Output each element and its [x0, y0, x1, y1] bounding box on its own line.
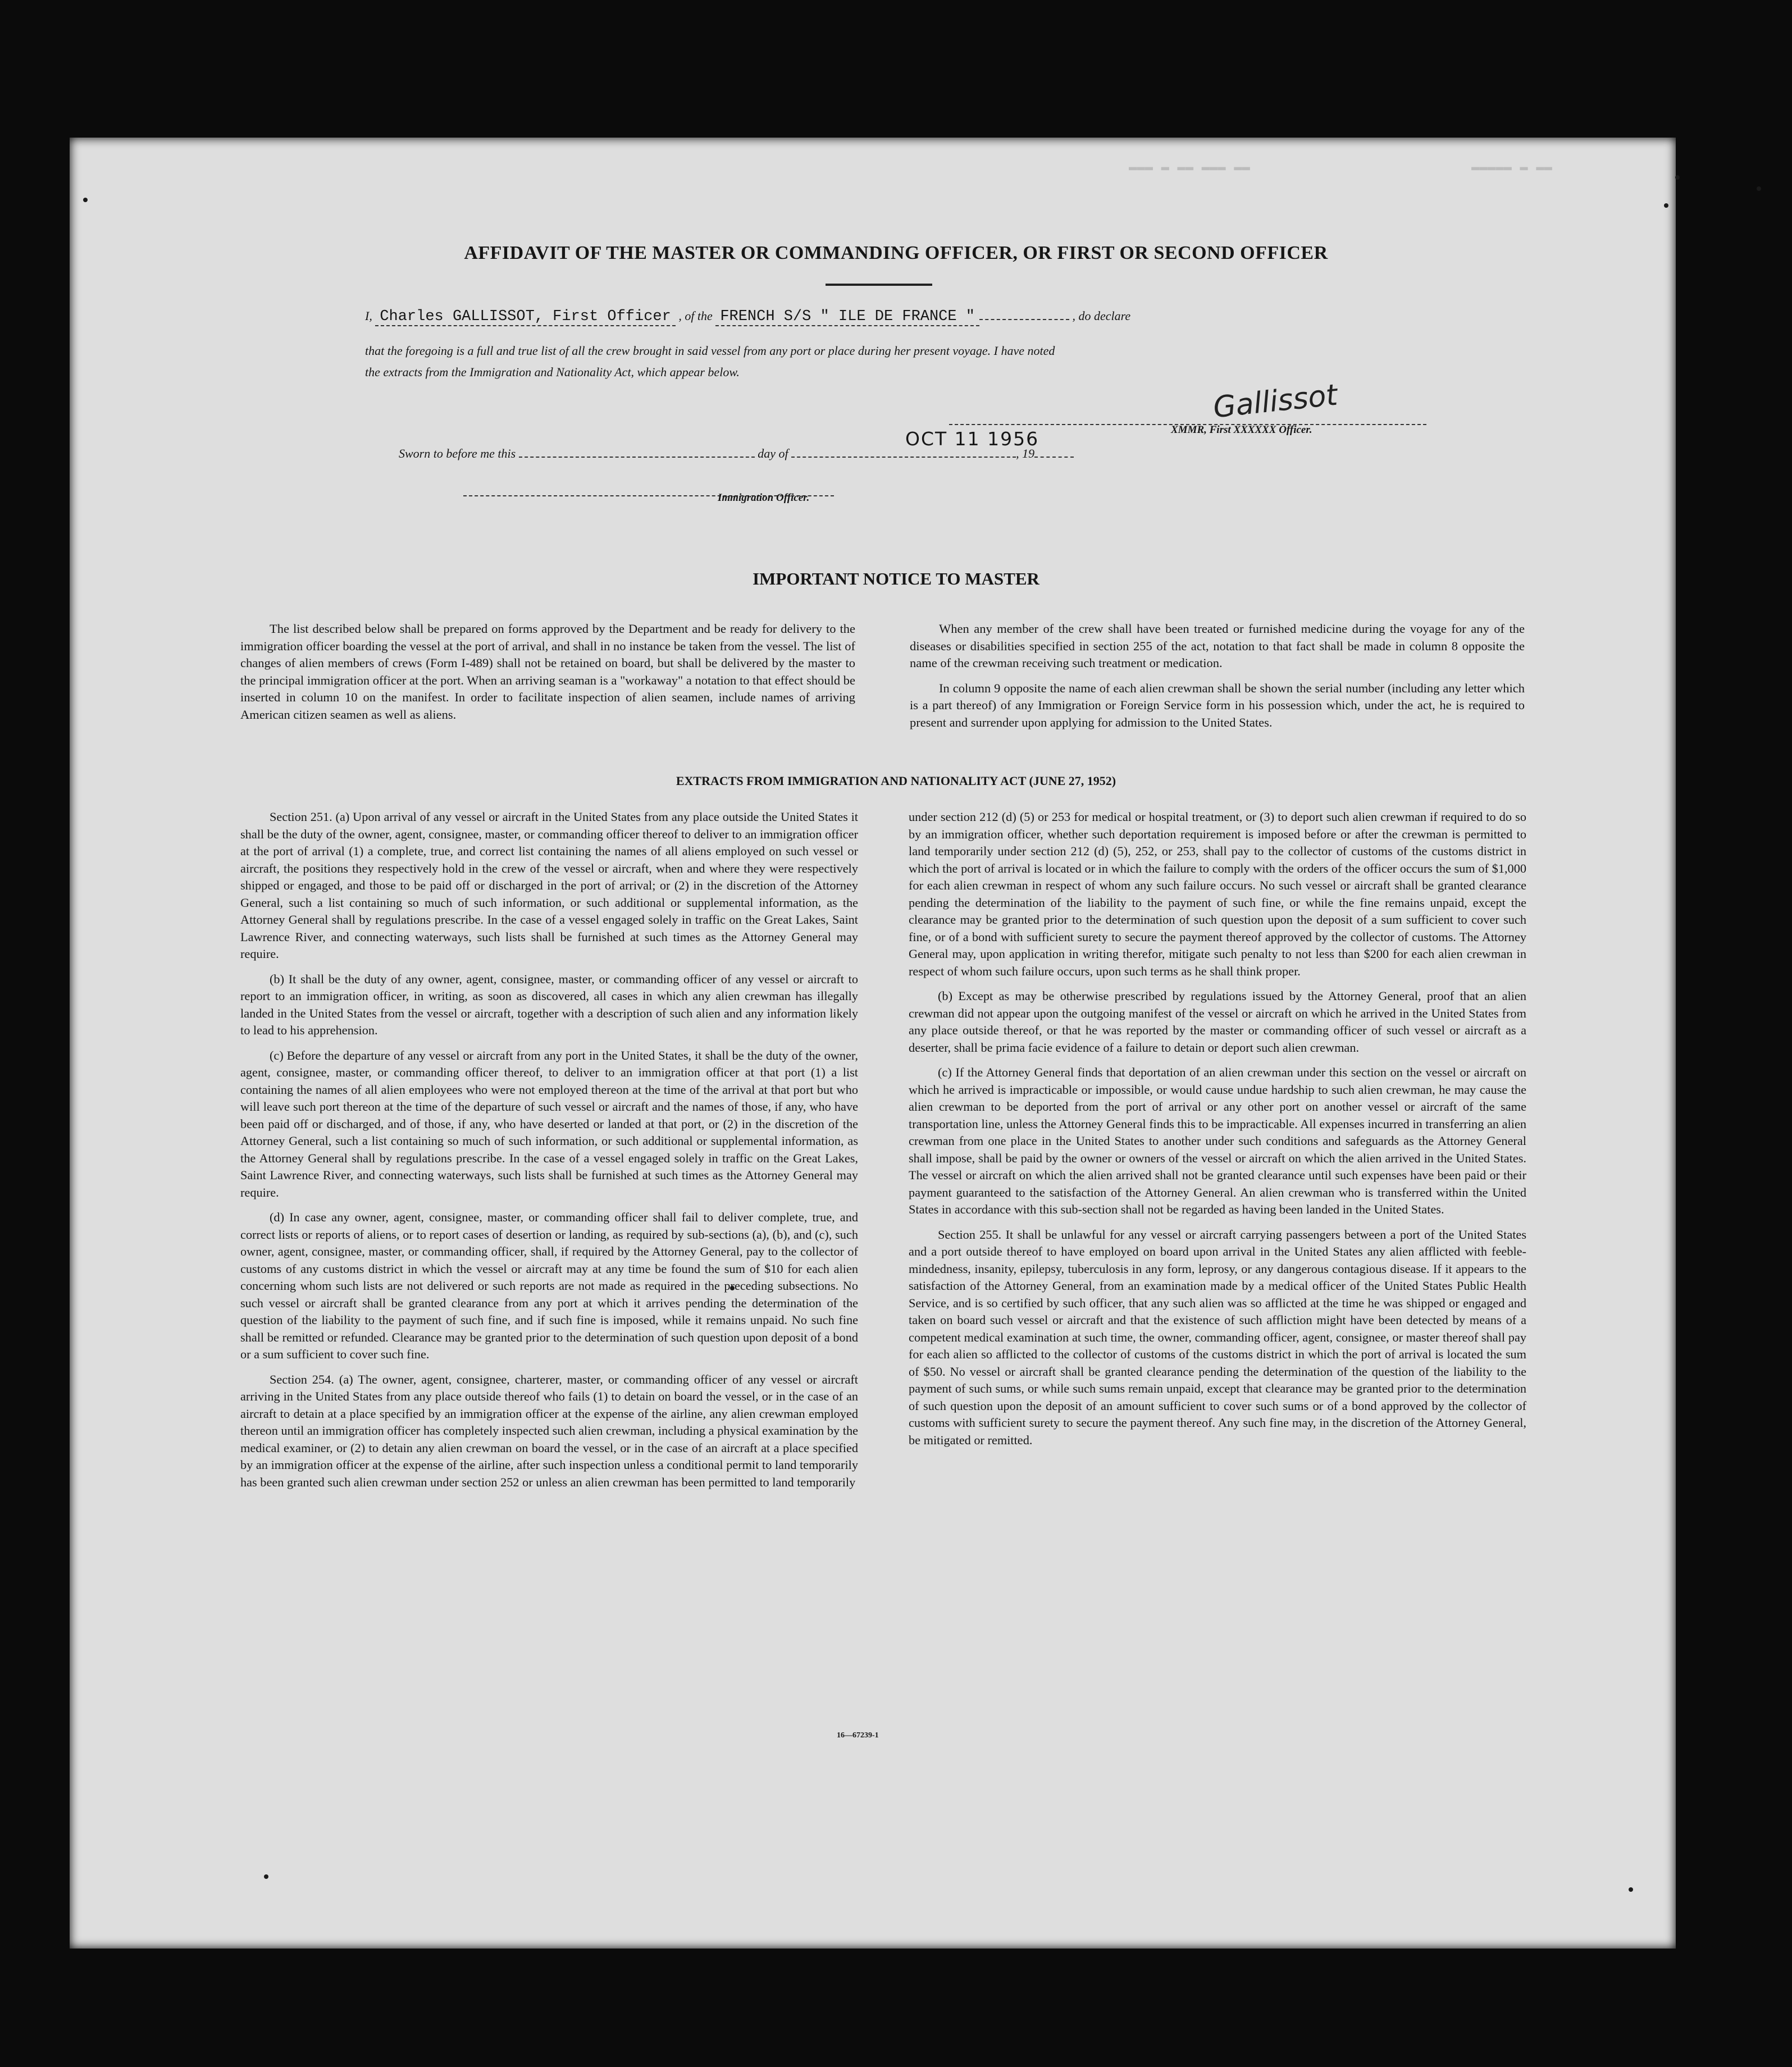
section-paragraph: Section 255. It shall be unlawful for any vessel or aircraft carrying passengers between a port of the United States and a port outside thereof to have employed on board upon arrival in the United States any alien afflicted with feeble-mindedness, insanity, epilepsy, tuberculosis in any form, leprosy, or any dangerous contagious disease. If it appears to the satisfaction of the Attorney General, from an examination made by a medical officer of the United States Public Health Service, and is so certified by such officer, that any such alien was so afflicted at the time he was shipped or engaged and taken on board such vessel or aircraft and that the existence of such affliction might have been detected by means of a competent medical examination at such time, the owner, commanding officer, agent, consignee, or master thereof shall pay for each alien so afflicted to the collector of customs of the customs district in which the port of arrival is located the sum of $50. No vessel or aircraft shall be granted clearance pending the determination of the question of the liability to the payment of such sums, or while such sums remain unpaid, except that clearance may be granted prior to the determination of such question upon the deposit of an amount sufficient to cover such sums or of a bond approved by the collector of customs with sufficient surety to secure the payment thereof. Any such fine may, in the discretion of the Attorney General, be mitigated or remitted.: [909, 1227, 1526, 1447]
section-paragraph: Section 251. (a) Upon arrival of any vessel or aircraft in the United States from any place outside the United States it shall be the duty of the owner, agent, consignee, master, or commanding officer thereof to deliver to an immigration officer at the port of arrival (1) a complete, true, and correct list containing the names of all aliens employed on such vessel or aircraft, the positions they respectively hold in the crew of the vessel or aircraft, when and where they were respectively shipped or engaged, and those to be paid off or discharged in the port of arrival; or (2) in the discretion of the Attorney General, such a list containing so much of such information, or such additional or supplemental information, as the Attorney General shall by regulations prescribe. In the case of a vessel engaged solely in traffic on the Great Lakes, Saint Lawrence River, and connecting waterways, such lists shall be furnished at such times as the Attorney General may require.: [240, 810, 858, 961]
section-paragraph: under section 212 (d) (5) or 253 for medical or hospital treatment, or (3) to deport such alien crewman if required to do so by an immigration officer, whether such deportation requirement is imposed before or after the crewman is permitted to land temporarily under section 212 (d) (5), 252, or 253, shall pay to the collector of customs of the customs district in which the port of arrival is located or in which the failure to comply with the orders of the officer occurs the sum of $1,000 for each alien crewman in respect of whom any such failure occurs. No such vessel or aircraft shall be granted clearance pending the determination of the liability to the payment of such fine, or while the fine remains unpaid, except the clearance may be granted prior to the determination of such question upon the deposit of a sum sufficient to cover such fine, or of a bond with sufficient surety to secure the payment thereof approved by the collector of customs. The Attorney General may, upon application in writing therefor, mitigate such penalty to not less than $200 for each alien crewman in respect of whom such failure occurs, upon such terms as he shall think proper.: [909, 810, 1526, 978]
notice-paragraph: When any member of the crew shall have been treated or furnished medicine during the voyage for any of the diseases or disabilities specified in section 255 of the act, notation to that fact shall be made in column 8 opposite the name of the crewman receiving such treatment or medication.: [910, 622, 1525, 670]
notice-paragraph: In column 9 opposite the name of each alien crewman shall be shown the serial number (including any letter which is a part thereof) of any Immigration or Foreign Service form in his possession which, under the act, he is required to present and surrender upon applying for admission to the United States.: [910, 681, 1525, 729]
declaration-line-2: that the foregoing is a full and true list of all the crew brought in said vessel from any port or place during her present voyage. I have noted: [365, 344, 1055, 358]
page-title: AFFIDAVIT OF THE MASTER OR COMMANDING OFFICER, OR FIRST OR SECOND OFFICER: [464, 243, 1328, 263]
bleed-through: ▬▬▬▬▬ ▬ ▬▬: [1471, 160, 1553, 175]
scan-speck: [1675, 175, 1680, 180]
day-of-label: day of: [758, 446, 788, 460]
declaration-line-1: [365, 303, 1393, 330]
extracts-right-column: [909, 809, 1526, 1457]
sworn-text: Sworn to before me this: [399, 446, 516, 460]
vessel-name-field: FRENCH S/S " ILE DE FRANCE ": [715, 308, 979, 326]
fill-line: [519, 445, 755, 458]
section-paragraph: (b) Except as may be otherwise prescribed by regulations issued by the Attorney General, proof that an alien crewman did not appear upon the outgoing manifest of the vessel or aircraft on which he arrived in the United States from any place outside thereof, or that he was reported by the master or commanding officer of such vessel or aircraft as a deserter, shall be prima facie evidence of a failure to detain or deport such alien crewman.: [909, 989, 1526, 1055]
scan-speck: [83, 198, 88, 202]
sworn-line: [399, 441, 1185, 467]
declaration-do-declare: , do declare: [1072, 309, 1131, 323]
fill-line: [979, 308, 1069, 320]
notice-left-column: [240, 620, 855, 732]
section-paragraph: (c) Before the departure of any vessel or aircraft from any port in the United States, it shall be the duty of the owner, agent, consignee, master, or commanding officer thereof, to deliver to an immigration officer at that port (1) a list containing the names of all alien employees who were not employed thereon at the time of the arrival at that port but who will leave such port thereon at the time of the departure of such vessel or aircraft and the names of those, if any, who have been paid off or discharged, and of those, if any, who have deserted or landed at that port, or (2) in the discretion of the Attorney General, such a list containing so much of such information, or such additional or supplemental information, as the Attorney General shall by regulations prescribe. In the case of a vessel engaged solely in traffic on the Great Lakes, Saint Lawrence River, and connecting waterways, such lists shall be furnished at such times as the Attorney General may require.: [240, 1048, 858, 1199]
officer-signature: Gallissot: [1211, 378, 1339, 425]
form-number: 16—67239-1: [837, 1731, 879, 1740]
declaration-of-the: , of the: [678, 309, 713, 323]
section-paragraph: (b) It shall be the duty of any owner, agent, consignee, master, or commanding officer of any vessel or aircraft to report to an immigration officer, in writing, as soon as discovered, all cases in which any alien crewman has illegally landed in the United States from the vessel or aircraft, together with a description of such alien and any information likely to lead to his apprehension.: [240, 971, 858, 1037]
extracts-left-column: [240, 809, 858, 1499]
signature-line: [949, 413, 1426, 425]
declaration-i: I,: [365, 309, 372, 323]
scan-speck: [1664, 203, 1668, 208]
section-paragraph: Section 254. (a) The owner, agent, consignee, charterer, master, or commanding officer of any vessel or aircraft arriving in the United States from any place outside thereof who fails (1) to detain on board the vessel, or in the case of an aircraft to detain at a place specified by an immigration officer at the expense of the airline, any alien crewman employed thereon until an immigration officer has completely inspected such alien crewman, including a physical examination by the medical examiner, or (2) to detain any alien crewman on board the vessel, or in the case of an aircraft at a place specified by an immigration officer at the expense of the airline, after such inspection unless a conditional permit to land temporarily has been granted such alien crewman under section 252 or unless an alien crewman has been permitted to land temporarily: [240, 1372, 858, 1489]
bleed-through: ▬▬▬ ▬ ▬▬ ▬▬▬ ▬▬: [1129, 160, 1251, 175]
scan-speck: [264, 1874, 268, 1879]
title-underline: [826, 284, 932, 286]
immigration-officer-label: Immigration Officer.: [718, 492, 810, 504]
date-stamp: OCT 11 1956: [905, 428, 1039, 450]
officer-name-field: Charles GALLISSOT, First Officer: [375, 308, 675, 326]
officer-title-label: XMMR, First XXXXXX Officer.: [1171, 424, 1312, 436]
scan-speck: [1757, 186, 1761, 191]
section-paragraph: (c) If the Attorney General finds that deportation of an alien crewman under this section on the vessel or aircraft on which he arrived is impracticable or impossible, or would cause undue hardship to such alien crewman, he may cause the alien crewman to be deported from the port of arrival or any other port on another vessel or aircraft of the same transportation line, unless the Attorney General finds this to be impracticable. All expenses incurred in transferring an alien crewman from one place in the United States to another under such conditions and safeguards as the Attorney General shall impose, shall be paid by the owner or owners of the vessel or aircraft on which the alien arrived in the United States. The vessel or aircraft on which the alien arrived shall not be granted clearance until such expenses have been paid or their payment guaranteed to the satisfaction of the Attorney General. An alien crewman who is transferred within the United States in accordance with this sub-section shall not be regarded as having been landed in the United States.: [909, 1065, 1526, 1216]
notice-heading: IMPORTANT NOTICE TO MASTER: [753, 569, 1039, 588]
year-prefix: , 19: [1016, 446, 1035, 460]
extracts-heading: EXTRACTS FROM IMMIGRATION AND NATIONALITY ACT (JUNE 27, 1952): [676, 774, 1116, 788]
declaration-line-3: the extracts from the Immigration and Nationality Act, which appear below.: [365, 365, 740, 379]
fill-line: [1034, 445, 1074, 458]
section-paragraph: (d) In case any owner, agent, consignee, master, or commanding officer shall fail to deliver complete, true, and correct lists or reports of aliens, or to report cases of desertion or landing, as required by sub-sections (a), (b), and (c), such owner, agent, consignee, master, or commanding officer, shall, if required by the Attorney General, pay to the collector of customs of any customs district in which the vessel or aircraft may at any time be found the sum of $10 for each alien concerning whom such lists are not delivered or such reports are not made as required in the preceding subsections. No such vessel or aircraft shall be granted clearance from any port at which it arrives pending the determination of the question of the liability to the payment of such fine, and if such fine is imposed, while it remains unpaid. No such fine shall be remitted or refunded. Clearance may be granted prior to the determination of such question upon deposit of a bond or a sum sufficient to cover such fine.: [240, 1210, 858, 1361]
notice-right-column: [910, 620, 1525, 740]
scan-speck: [1629, 1887, 1633, 1892]
notice-paragraph: The list described below shall be prepared on forms approved by the Department and be ready for delivery to the immigration officer boarding the vessel at the port of arrival, and shall in no instance be taken from the vessel. The list of changes of alien members of crews (Form I-489) shall not be retained on board, but shall be delivered by the master to the principal immigration officer at the port. When an arriving seaman is a "workaway" a notation to that effect should be inserted in column 10 on the manifest. In order to facilitate inspection of alien seamen, include names of arriving American citizen seamen as well as aliens.: [240, 622, 855, 722]
